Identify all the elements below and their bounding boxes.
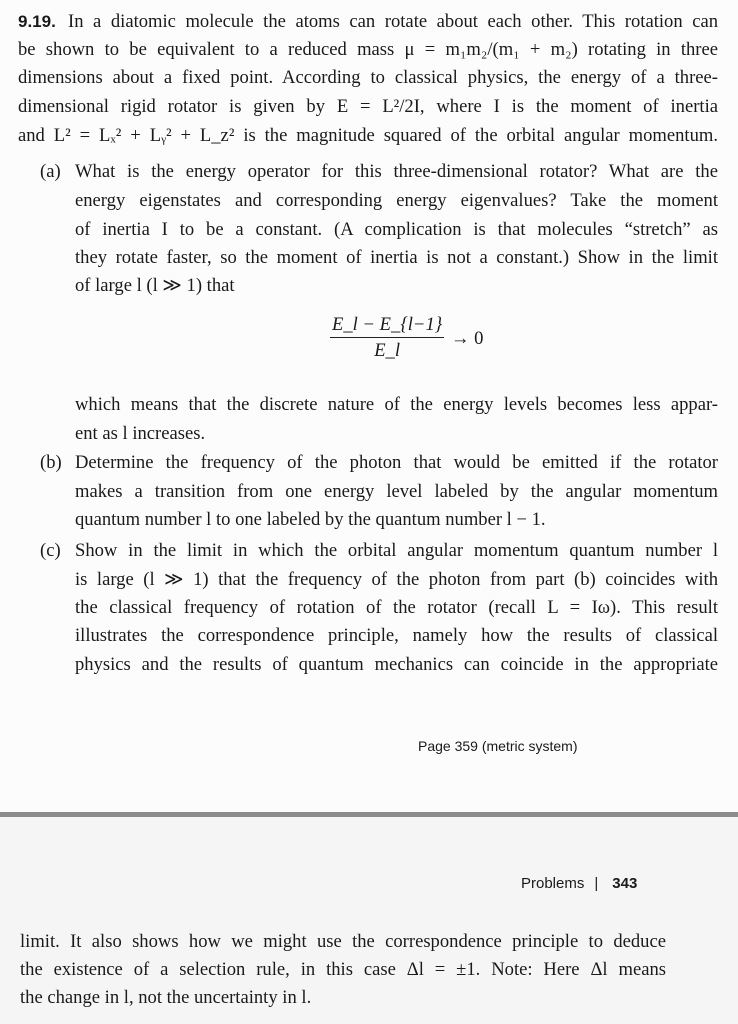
part-c-line: illustrates the correspondence principle, namely how the results of classical	[75, 625, 718, 646]
page-footer: Page 359 (metric system)	[418, 738, 578, 754]
header-section: Problems	[521, 875, 585, 892]
equation-numerator: E_l − E_{l−1}	[330, 313, 444, 338]
intro-line: dimensional rigid rotator is given by E = L²/2I, where I is the moment of inertia	[18, 96, 718, 117]
part-a-line: of inertia I to be a constant. (A complication is that molecules “stretch” as	[75, 219, 718, 240]
problem-number: 9.19.	[18, 12, 56, 31]
intro-line: In a diatomic molecule the atoms can rotate about each other. This rotation can	[68, 11, 718, 32]
part-c-label: (c)	[40, 540, 61, 561]
part-b-line: makes a transition from one energy level labeled by the angular momentum	[75, 481, 718, 502]
equation-rhs: → 0	[450, 327, 484, 349]
part-a-after-line: which means that the discrete nature of the energy levels becomes less appar-	[75, 394, 718, 415]
part-a-line: of large l (l ≫ 1) that	[75, 275, 235, 296]
part-c-line: the classical frequency of rotation of the rotator (recall L = Iω). This result	[75, 597, 718, 618]
intro-line: dimensions about a fixed point. According to classical physics, the energy of a three-	[18, 67, 718, 88]
intro-line: and L² = Lₓ² + Lᵧ² + L_z² is the magnitude squared of the orbital angular momentum.	[18, 125, 718, 146]
part-b-line: Determine the frequency of the photon that would be emitted if the rotator	[75, 452, 718, 473]
header-page-number: 343	[612, 875, 638, 892]
part-a-after-line: ent as l increases.	[75, 423, 206, 444]
header-separator: |	[594, 875, 599, 892]
part-a-line: What is the energy operator for this three-dimensional rotator? What are the	[75, 161, 718, 182]
part-c-line: Show in the limit in which the orbital angular momentum quantum number l	[75, 540, 718, 561]
page-header	[521, 875, 637, 892]
part-a-label: (a)	[40, 161, 61, 182]
part-a-line: they rotate faster, so the moment of inertia is not a constant.) Show in the limit	[75, 247, 718, 268]
continued-line: the change in l, not the uncertainty in l.	[20, 987, 312, 1008]
part-a-line: energy eigenstates and corresponding energy eigenvalues? Take the moment	[75, 190, 718, 211]
limit-equation	[330, 313, 483, 364]
part-c-line: is large (l ≫ 1) that the frequency of the photon from part (b) coincides with	[75, 569, 718, 590]
continued-line: the existence of a selection rule, in this case Δl = ±1. Note: Here Δl means	[20, 959, 666, 980]
equation-denominator: E_l	[374, 340, 401, 361]
part-b-line: quantum number l to one labeled by the quantum number l − 1.	[75, 509, 546, 530]
continued-line: limit. It also shows how we might use the correspondence principle to deduce	[20, 931, 666, 952]
part-c-line: physics and the results of quantum mechanics can coincide in the appropriate	[75, 654, 718, 675]
intro-line: be shown to be equivalent to a reduced mass μ = m₁m₂/(m₁ + m₂) rotating in three	[18, 39, 718, 60]
part-b-label: (b)	[40, 452, 62, 473]
